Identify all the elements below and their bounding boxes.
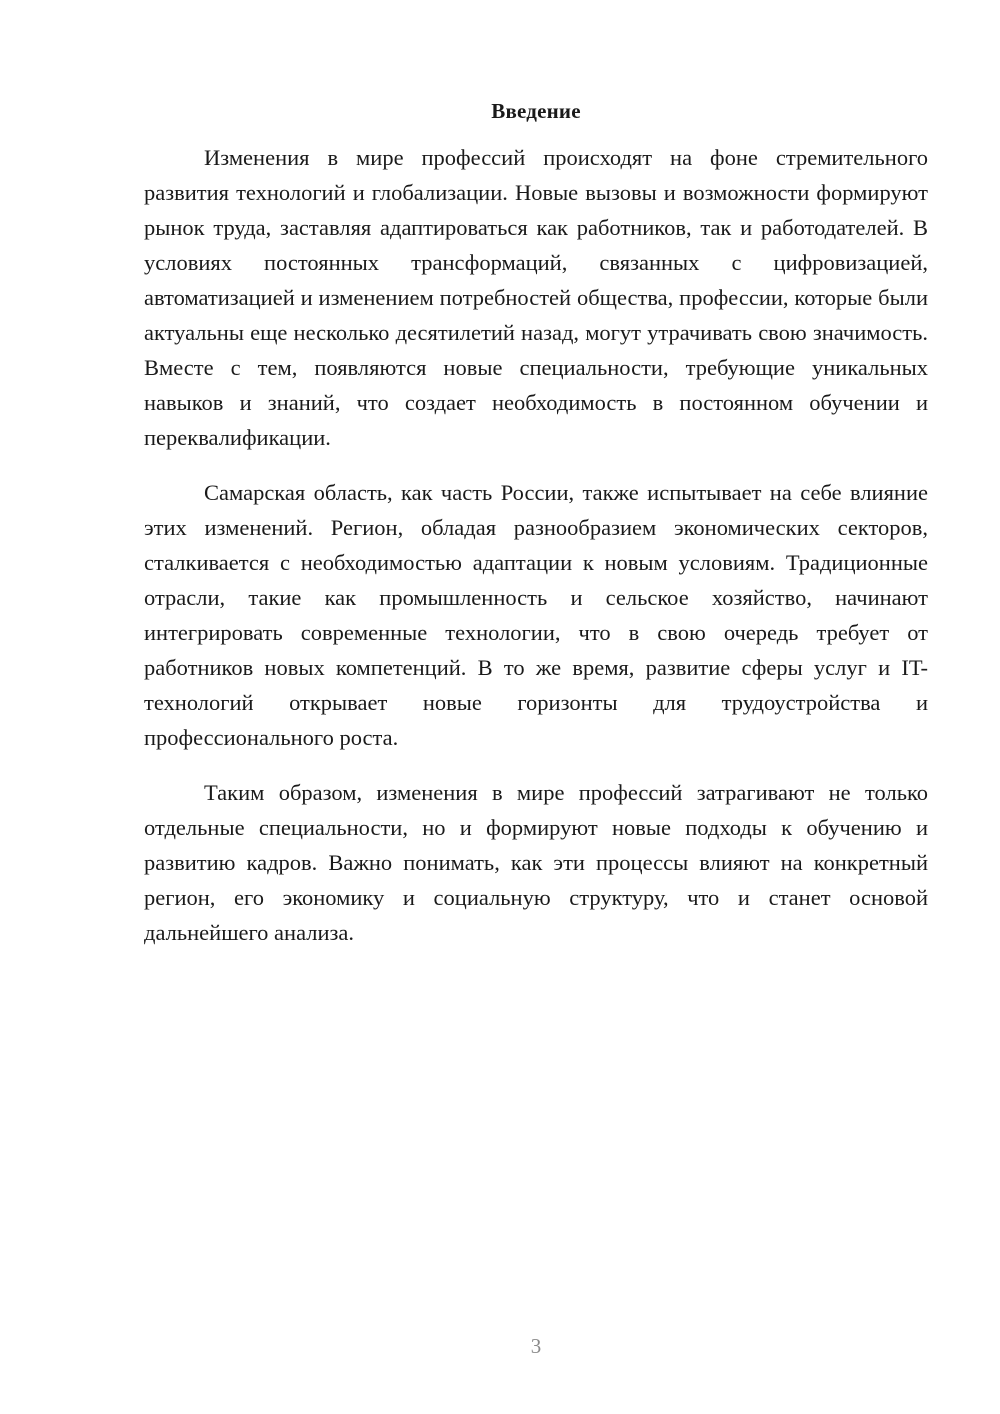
section-title: Введение <box>491 99 581 123</box>
page-number: 3 <box>530 1334 542 1358</box>
page-content <box>144 96 928 970</box>
paragraph-3: Таким образом, изменения в мире профессий затрагивают не только отдельные специальности, но и формируют новые подходы к обучению и развитию кадров. Важно понимать, как эти процессы влияют на конкретный регион, его экономику и социальную структуру, что и станет основой дальнейшего анализа. <box>144 780 928 945</box>
paragraph-2: Самарская область, как часть России, также испытывает на себе влияние этих изменений. Регион, обладая разнообразием экономических секторов, сталкивается с необходимостью адаптации к новым условиям. Традиционные отрасли, такие как промышленность и сельское хозяйство, начинают интегрировать современные технологии, что в свою очередь требует от работников новых компетенций. В то же время, развитие сферы услуг и IT-технологий открывает новые горизонты для трудоустройства и профессионального роста. <box>144 480 928 750</box>
paragraph-1: Изменения в мире профессий происходят на фоне стремительного развития технологий и глобализации. Новые вызовы и возможности формируют рынок труда, заставляя адаптироваться как работников, так и работодателей. В условиях постоянных трансформаций, связанных с цифровизацией, автоматизацией и изменением потребностей общества, профессии, которые были актуальны еще несколько десятилетий назад, могут утрачивать свою значимость. Вместе с тем, появляются новые специальности, требующие уникальных навыков и знаний, что создает необходимость в постоянном обучении и переквалификации. <box>144 145 928 450</box>
